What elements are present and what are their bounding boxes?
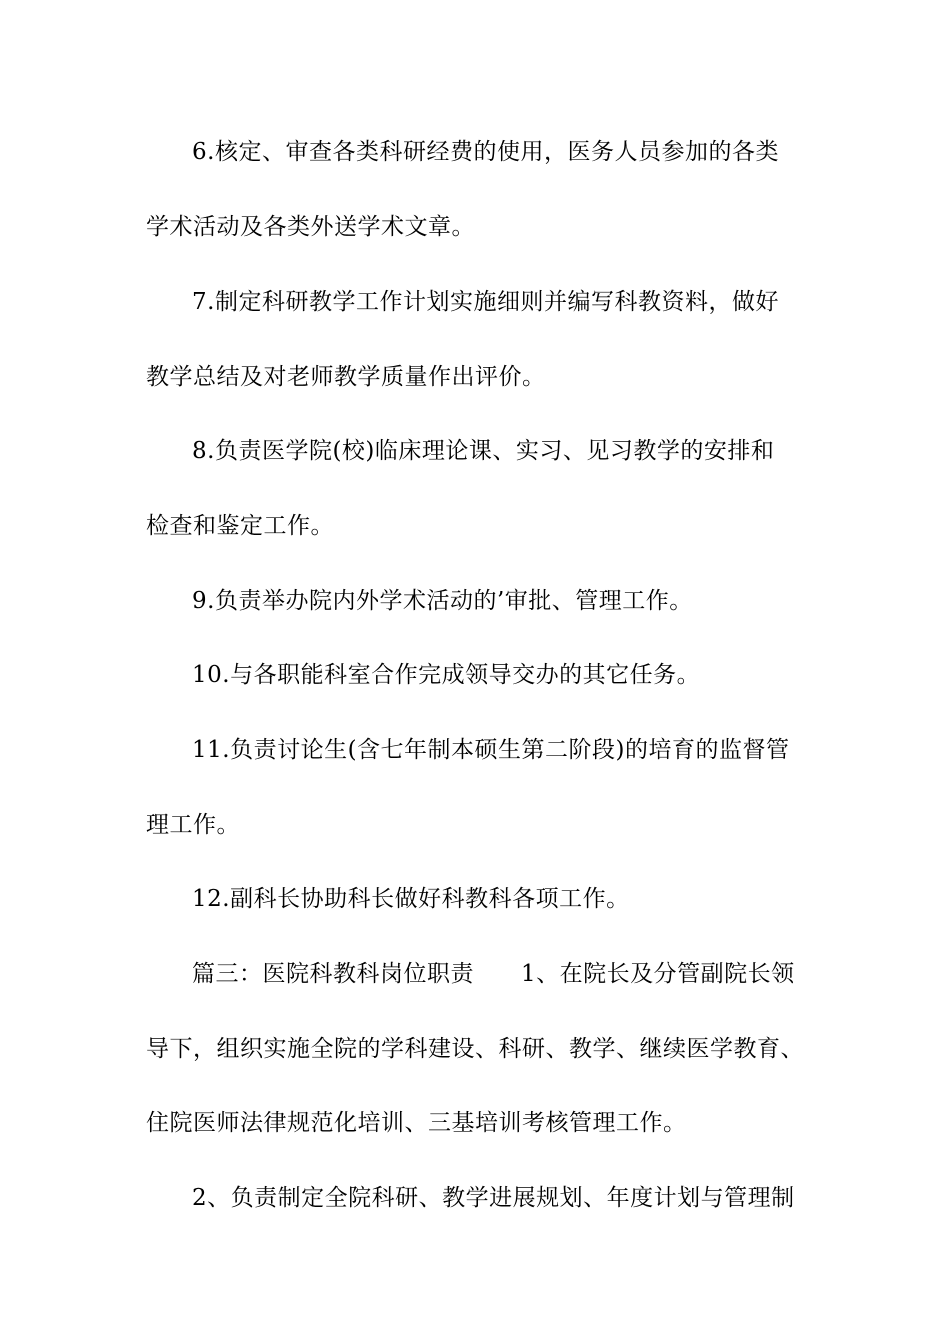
paragraph-11-line-1: 11.负责讨论生(含七年制本硕生第二阶段)的培育的监督管 bbox=[192, 737, 790, 763]
paragraph-9: 9.负责举办院内外学术活动的’审批、管理工作。 bbox=[192, 588, 693, 614]
paragraph-11-line-2: 理工作。 bbox=[146, 812, 240, 838]
paragraph-7-line-1: 7.制定科研教学工作计划实施细则并编写科教资料，做好 bbox=[192, 289, 779, 315]
section-3-item-2-line-1: 2、负责制定全院科研、教学进展规划、年度计划与管理制 bbox=[192, 1185, 795, 1211]
paragraph-8-line-1: 8.负责医学院(校)临床理论课、实习、见习教学的安排和 bbox=[192, 438, 775, 464]
section-3-line-3: 住院医师法律规范化培训、三基培训考核管理工作。 bbox=[146, 1110, 687, 1136]
paragraph-10: 10.与各职能科室合作完成领导交办的其它任务。 bbox=[192, 662, 701, 688]
paragraph-6-line-1: 6.核定、审查各类科研经费的使用，医务人员参加的各类 bbox=[192, 139, 779, 165]
paragraph-8-line-2: 检查和鉴定工作。 bbox=[146, 513, 334, 539]
paragraph-7-line-2: 教学总结及对老师教学质量作出评价。 bbox=[146, 364, 546, 390]
paragraph-6-line-2: 学术活动及各类外送学术文章。 bbox=[146, 214, 475, 240]
section-3-line-2: 导下，组织实施全院的学科建设、科研、教学、继续医学教育、 bbox=[146, 1036, 804, 1062]
paragraph-12: 12.副科长协助科长做好科教科各项工作。 bbox=[192, 886, 630, 912]
section-3-line-1: 篇三：医院科教科岗位职责 1、在院长及分管副院长领 bbox=[192, 961, 795, 987]
